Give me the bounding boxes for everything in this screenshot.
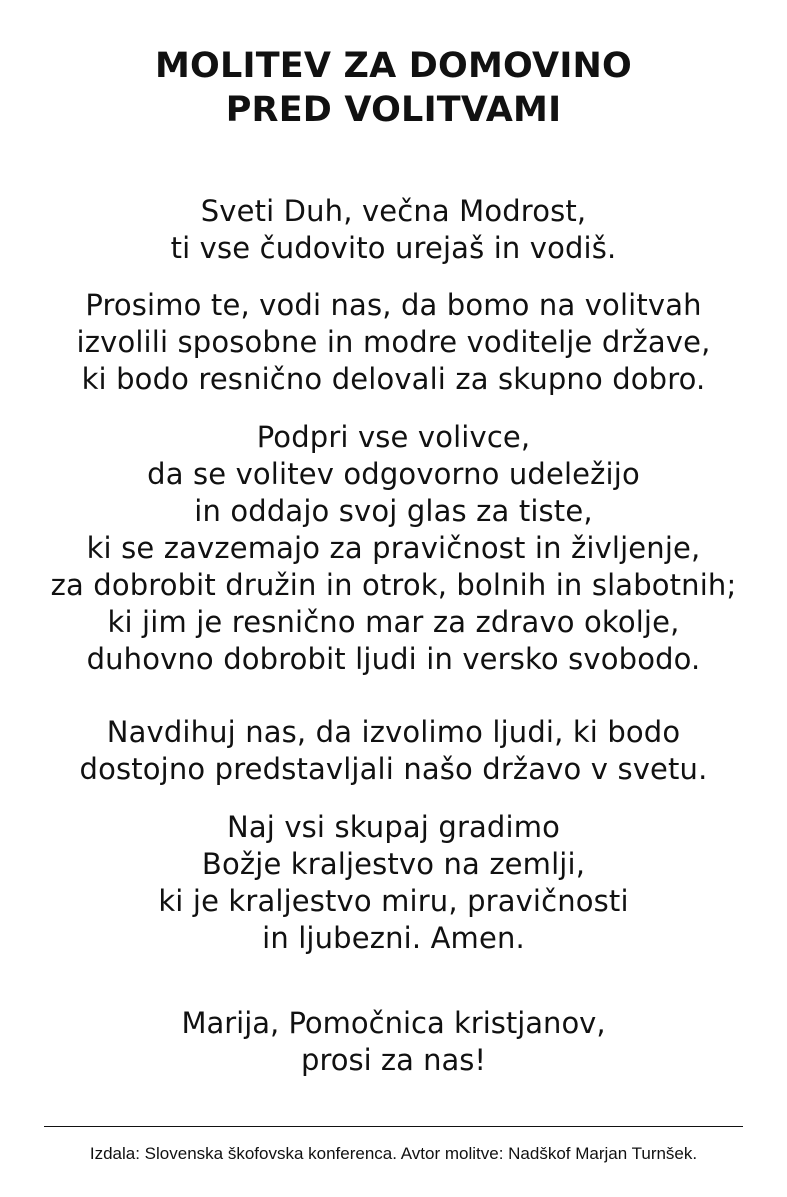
footer-divider bbox=[44, 1126, 743, 1127]
stanza-line: Božje kraljestvo na zemlji, bbox=[201, 847, 586, 881]
stanza-line: Podpri vse volivce, bbox=[256, 420, 531, 454]
stanza-1 bbox=[0, 193, 787, 267]
stanza-line: ki jim je resnično mar za zdravo okolje, bbox=[107, 605, 680, 639]
stanza-line: Prosimo te, vodi nas, da bomo na volitvah bbox=[85, 288, 702, 322]
stanza-line: ki se zavzemajo za pravičnost in življenje, bbox=[86, 531, 701, 565]
stanza-line: duhovno dobrobit ljudi in versko svobodo. bbox=[86, 642, 701, 676]
closing-line-2: prosi za nas! bbox=[301, 1043, 486, 1077]
page-title bbox=[0, 44, 787, 132]
publisher-credit: Izdala: Slovenska škofovska konferenca. Avtor molitve: Nadškof Marjan Turnšek. bbox=[89, 1144, 698, 1163]
stanza-line: ki je kraljestvo miru, pravičnosti bbox=[158, 884, 629, 918]
stanza-5 bbox=[0, 809, 787, 957]
stanza-line: in oddajo svoj glas za tiste, bbox=[194, 494, 593, 528]
title-line-2: PRED VOLITVAMI bbox=[225, 90, 562, 130]
stanza-line: in ljubezni. Amen. bbox=[262, 921, 525, 955]
stanza-4 bbox=[0, 714, 787, 788]
stanza-3 bbox=[0, 419, 787, 678]
title-line-1: MOLITEV ZA DOMOVINO bbox=[154, 46, 633, 86]
stanza-line: dostojno predstavljali našo državo v svetu. bbox=[79, 752, 708, 786]
stanza-line: Sveti Duh, večna Modrost, bbox=[200, 194, 587, 228]
stanza-line: Navdihuj nas, da izvolimo ljudi, ki bodo bbox=[106, 715, 681, 749]
stanza-line: da se volitev odgovorno udeležijo bbox=[147, 457, 640, 491]
closing-line-1: Marija, Pomočnica kristjanov, bbox=[181, 1006, 606, 1040]
stanza-line: izvolili sposobne in modre voditelje države, bbox=[76, 325, 711, 359]
stanza-line: Naj vsi skupaj gradimo bbox=[227, 810, 560, 844]
stanza-2 bbox=[0, 287, 787, 398]
closing-invocation bbox=[0, 1005, 787, 1079]
stanza-line: za dobrobit družin in otrok, bolnih in slabotnih; bbox=[50, 568, 737, 602]
stanza-line: ki bodo resnično delovali za skupno dobro. bbox=[81, 362, 706, 396]
stanza-line: ti vse čudovito urejaš in vodiš. bbox=[170, 231, 617, 265]
